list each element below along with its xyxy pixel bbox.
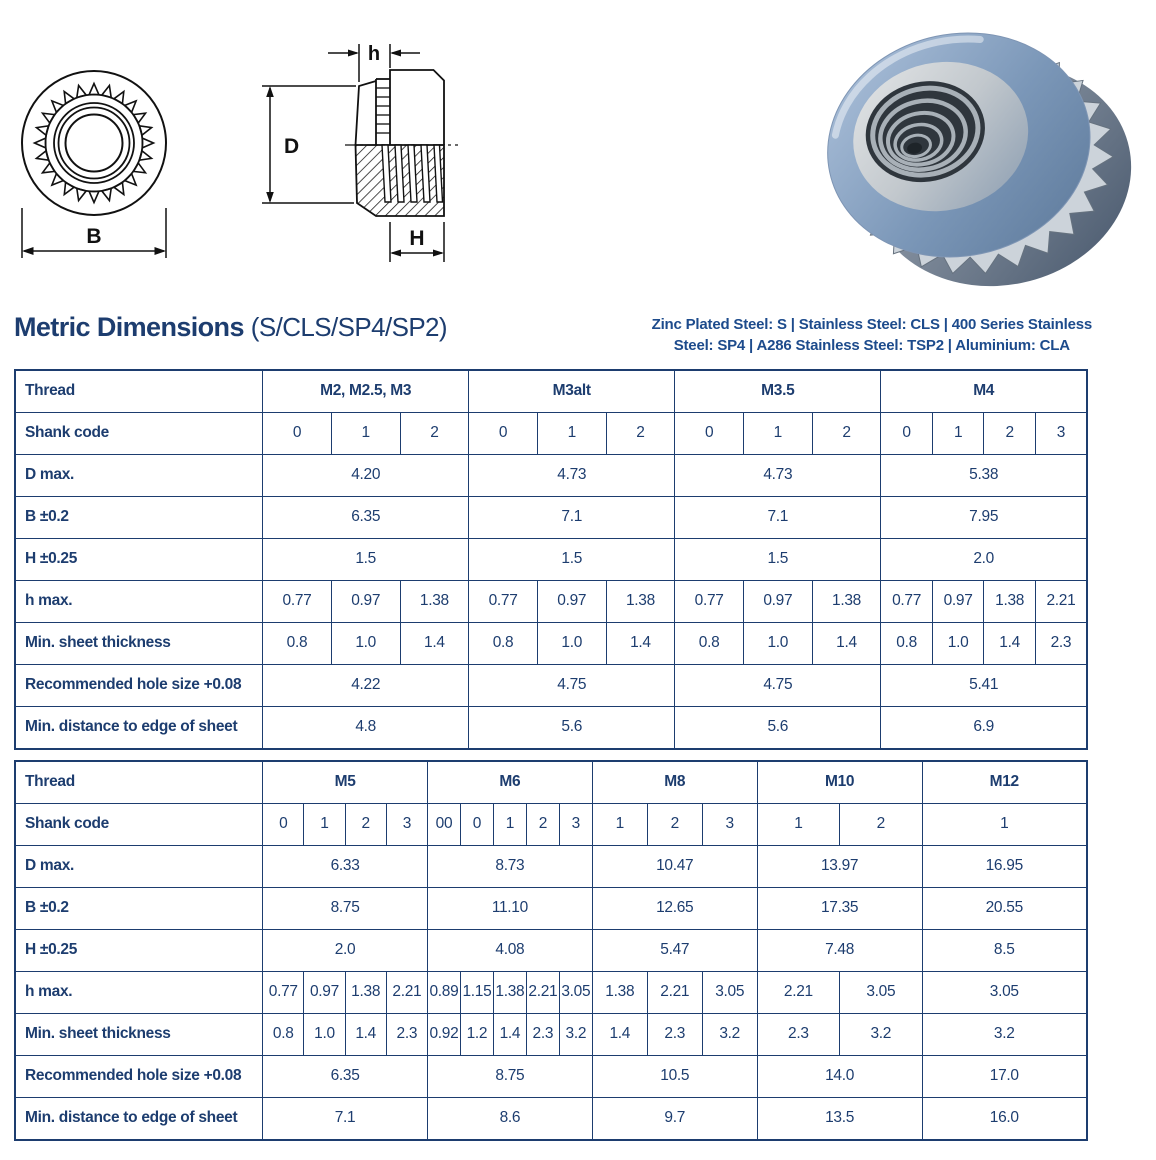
spec-row <box>15 580 1087 622</box>
spec-value: 7.48 <box>757 929 922 971</box>
spec-row <box>15 454 1087 496</box>
dim-label-D: D <box>284 135 300 158</box>
spec-value: 1.38 <box>984 580 1036 622</box>
metric-dimensions-table-large-threads <box>14 760 1088 1141</box>
product-photo <box>794 10 1144 292</box>
spec-value: 4.75 <box>675 664 881 706</box>
spec-value: 1 <box>743 412 812 454</box>
arrowhead-H-right <box>433 250 444 257</box>
spec-value: 1.0 <box>932 622 984 664</box>
front-view-drawing <box>14 58 174 268</box>
serration-tooth <box>35 138 46 148</box>
spec-value: 1.38 <box>345 971 386 1013</box>
spec-value: 3.2 <box>922 1013 1087 1055</box>
spec-value: 8.73 <box>427 845 592 887</box>
spec-value: 6.35 <box>263 1055 428 1097</box>
spec-value: 1.4 <box>812 622 881 664</box>
spec-value: 2 <box>812 412 881 454</box>
spec-value: 0.8 <box>263 1013 304 1055</box>
spec-value: 5.6 <box>469 706 675 749</box>
title-main: Metric Dimensions <box>14 312 244 342</box>
spec-value: 1 <box>932 412 984 454</box>
spec-value: 1 <box>537 412 606 454</box>
row-label: Recommended hole size +0.08 <box>15 1055 263 1097</box>
spec-value: 1 <box>592 803 647 845</box>
spec-value: 2 <box>345 803 386 845</box>
clinch-nut-render <box>807 10 1144 292</box>
spec-value: 5.38 <box>881 454 1087 496</box>
spec-value: 1.4 <box>345 1013 386 1055</box>
row-label: Shank code <box>15 412 263 454</box>
spec-value: 0.97 <box>537 580 606 622</box>
thread-name: M3.5 <box>675 370 881 413</box>
spec-value: 6.35 <box>263 496 469 538</box>
spec-value: 3.05 <box>702 971 757 1013</box>
spec-row <box>15 1013 1087 1055</box>
thread-name: M12 <box>922 761 1087 804</box>
spec-value: 0.97 <box>743 580 812 622</box>
spec-value: 0.92 <box>427 1013 460 1055</box>
spec-value: 2 <box>400 412 469 454</box>
spec-value: 1.5 <box>675 538 881 580</box>
spec-value: 17.35 <box>757 887 922 929</box>
spec-value: 8.75 <box>263 887 428 929</box>
spec-row <box>15 1055 1087 1097</box>
row-label: Recommended hole size +0.08 <box>15 664 263 706</box>
spec-value: 7.1 <box>263 1097 428 1140</box>
dim-label-H: H <box>409 227 425 250</box>
material-codes-line1: Zinc Plated Steel: S | Stainless Steel: CLS | 400 Series Stainless <box>651 316 1092 333</box>
arrowhead-H-left <box>390 250 401 257</box>
spec-value: 1.0 <box>331 622 400 664</box>
spec-value: 3 <box>559 803 592 845</box>
spec-value: 1.4 <box>400 622 469 664</box>
spec-value: 1 <box>922 803 1087 845</box>
serrated-nut-face <box>22 71 166 215</box>
spec-value: 0.97 <box>331 580 400 622</box>
spec-value: 0.8 <box>675 622 744 664</box>
spec-row <box>15 664 1087 706</box>
spec-value: 4.22 <box>263 664 469 706</box>
spec-value: 2.21 <box>1035 580 1087 622</box>
spec-value: 3.2 <box>702 1013 757 1055</box>
spec-value: 0.77 <box>881 580 933 622</box>
spec-row <box>15 971 1087 1013</box>
spec-value: 2.3 <box>647 1013 702 1055</box>
material-codes-note <box>652 314 1092 357</box>
spec-value: 2 <box>606 412 675 454</box>
spec-row <box>15 622 1087 664</box>
spec-value: 10.47 <box>592 845 757 887</box>
spec-value: 2 <box>526 803 559 845</box>
spec-value: 6.9 <box>881 706 1087 749</box>
spec-value: 4.08 <box>427 929 592 971</box>
spec-value: 1.4 <box>592 1013 647 1055</box>
spec-value: 1.38 <box>592 971 647 1013</box>
spec-value: 4.8 <box>263 706 469 749</box>
spec-value: 5.47 <box>592 929 757 971</box>
spec-value: 8.5 <box>922 929 1087 971</box>
spec-value: 1.0 <box>537 622 606 664</box>
arrowhead-left <box>22 247 34 255</box>
spec-value: 16.95 <box>922 845 1087 887</box>
spec-value: 2.3 <box>526 1013 559 1055</box>
spec-value: 2.3 <box>757 1013 839 1055</box>
spec-value: 1.38 <box>493 971 526 1013</box>
spec-value: 4.73 <box>469 454 675 496</box>
spec-value: 9.7 <box>592 1097 757 1140</box>
row-label: B ±0.2 <box>15 496 263 538</box>
spec-value: 10.5 <box>592 1055 757 1097</box>
spec-value: 4.73 <box>675 454 881 496</box>
serration-base-circle <box>46 95 143 192</box>
dim-label-h: h <box>367 43 381 65</box>
spec-value: 1.0 <box>304 1013 345 1055</box>
spec-value: 20.55 <box>922 887 1087 929</box>
spec-value: 1 <box>757 803 839 845</box>
serration-tooth <box>89 84 99 95</box>
spec-value: 2.21 <box>757 971 839 1013</box>
spec-value: 4.75 <box>469 664 675 706</box>
spec-value: 0.97 <box>304 971 345 1013</box>
thread-name: M8 <box>592 761 757 804</box>
row-label: D max. <box>15 454 263 496</box>
spec-value: 17.0 <box>922 1055 1087 1097</box>
spec-value: 11.10 <box>427 887 592 929</box>
spec-value: 0 <box>263 803 304 845</box>
thread-header-row <box>15 761 1087 804</box>
spec-value: 2 <box>840 803 922 845</box>
spec-value: 0.77 <box>263 971 304 1013</box>
spec-value: 1.4 <box>493 1013 526 1055</box>
row-label: Min. sheet thickness <box>15 622 263 664</box>
spec-value: 1.2 <box>460 1013 493 1055</box>
spec-value: 00 <box>427 803 460 845</box>
spec-value: 1 <box>304 803 345 845</box>
thread-name: M4 <box>881 370 1087 413</box>
spec-value: 0.77 <box>675 580 744 622</box>
spec-value: 1.38 <box>400 580 469 622</box>
spec-value: 0.77 <box>469 580 538 622</box>
metric-dimensions-table-small-threads <box>14 369 1088 750</box>
spec-value: 0.97 <box>932 580 984 622</box>
spec-value: 0 <box>469 412 538 454</box>
spec-row <box>15 538 1087 580</box>
spec-value: 7.1 <box>675 496 881 538</box>
spec-value: 2 <box>647 803 702 845</box>
spec-value: 1.5 <box>469 538 675 580</box>
row-label: Min. distance to edge of sheet <box>15 1097 263 1140</box>
thread-name: M5 <box>263 761 428 804</box>
spec-value: 12.65 <box>592 887 757 929</box>
thread-header-row <box>15 370 1087 413</box>
spec-value: 3.05 <box>840 971 922 1013</box>
spec-value: 0.89 <box>427 971 460 1013</box>
row-label: Thread <box>15 761 263 804</box>
row-label: D max. <box>15 845 263 887</box>
spec-value: 0.8 <box>263 622 332 664</box>
spec-value: 5.6 <box>675 706 881 749</box>
spec-row <box>15 412 1087 454</box>
spec-value: 1.0 <box>743 622 812 664</box>
illustrations-row <box>0 0 1156 302</box>
row-label: h max. <box>15 580 263 622</box>
shank-serration-rungs <box>376 88 390 133</box>
spec-value: 1 <box>331 412 400 454</box>
row-label: Thread <box>15 370 263 413</box>
material-codes-line2: Steel: SP4 | A286 Stainless Steel: TSP2 | Aluminium: CLA <box>673 337 1070 355</box>
spec-value: 6.33 <box>263 845 428 887</box>
nut-profile-upper <box>356 70 445 145</box>
page-title <box>14 312 447 343</box>
dim-label-B: B <box>86 225 102 248</box>
thread-name: M10 <box>757 761 922 804</box>
spec-value: 2.0 <box>881 538 1087 580</box>
row-label: Shank code <box>15 803 263 845</box>
spec-value: 1.38 <box>812 580 881 622</box>
spec-tables <box>0 369 1156 1141</box>
arrowhead-h-right <box>390 50 401 57</box>
row-label: Min. sheet thickness <box>15 1013 263 1055</box>
spec-value: 0 <box>460 803 493 845</box>
thread-name: M6 <box>427 761 592 804</box>
spec-value: 7.95 <box>881 496 1087 538</box>
title-row <box>0 302 1156 369</box>
spec-value: 8.75 <box>427 1055 592 1097</box>
spec-value: 3 <box>702 803 757 845</box>
spec-value: 3 <box>1035 412 1087 454</box>
spec-row <box>15 1097 1087 1140</box>
arrowhead-d-top <box>266 86 274 97</box>
serration-teeth-ring <box>35 84 154 203</box>
spec-value: 7.1 <box>469 496 675 538</box>
spec-value: 8.6 <box>427 1097 592 1140</box>
spec-value: 0 <box>881 412 933 454</box>
spec-row <box>15 496 1087 538</box>
spec-value: 2.21 <box>647 971 702 1013</box>
title-suffix: (S/CLS/SP4/SP2) <box>250 312 447 342</box>
spec-value: 0 <box>675 412 744 454</box>
spec-value: 1.5 <box>263 538 469 580</box>
spec-value: 1.4 <box>984 622 1036 664</box>
spec-value: 2.3 <box>386 1013 427 1055</box>
spec-value: 1.15 <box>460 971 493 1013</box>
spec-value: 0.77 <box>263 580 332 622</box>
spec-value: 3.2 <box>559 1013 592 1055</box>
spec-row <box>15 887 1087 929</box>
spec-value: 2.0 <box>263 929 428 971</box>
spec-value: 3.05 <box>559 971 592 1013</box>
arrowhead-h-left <box>348 50 359 57</box>
spec-row <box>15 845 1087 887</box>
spec-value: 13.5 <box>757 1097 922 1140</box>
spec-value: 13.97 <box>757 845 922 887</box>
spec-value: 14.0 <box>757 1055 922 1097</box>
row-label: h max. <box>15 971 263 1013</box>
spec-value: 5.41 <box>881 664 1087 706</box>
spec-value: 16.0 <box>922 1097 1087 1140</box>
row-label: H ±0.25 <box>15 538 263 580</box>
serration-tooth <box>142 138 153 148</box>
row-label: H ±0.25 <box>15 929 263 971</box>
shank-circle-inner <box>59 108 130 179</box>
spec-value: 4.20 <box>263 454 469 496</box>
spec-value: 0 <box>263 412 332 454</box>
section-view-drawing <box>248 16 463 278</box>
row-label: B ±0.2 <box>15 887 263 929</box>
spec-value: 1.38 <box>606 580 675 622</box>
spec-value: 2.21 <box>526 971 559 1013</box>
thread-name: M2, M2.5, M3 <box>263 370 469 413</box>
spec-value: 2 <box>984 412 1036 454</box>
spec-row <box>15 929 1087 971</box>
d-dimension <box>262 86 356 203</box>
spec-row <box>15 803 1087 845</box>
thread-name: M3alt <box>469 370 675 413</box>
spec-value: 1 <box>493 803 526 845</box>
spec-value: 1.4 <box>606 622 675 664</box>
spec-value: 3.2 <box>840 1013 922 1055</box>
serration-tooth <box>89 191 99 202</box>
row-label: Min. distance to edge of sheet <box>15 706 263 749</box>
spec-value: 2.3 <box>1035 622 1087 664</box>
arrowhead-d-bottom <box>266 192 274 203</box>
spec-value: 0.8 <box>469 622 538 664</box>
spec-value: 2.21 <box>386 971 427 1013</box>
spec-value: 0.8 <box>881 622 933 664</box>
thread-hole-circle <box>66 115 123 172</box>
spec-value: 3.05 <box>922 971 1087 1013</box>
spec-value: 3 <box>386 803 427 845</box>
spec-row <box>15 706 1087 749</box>
arrowhead-right <box>155 247 167 255</box>
